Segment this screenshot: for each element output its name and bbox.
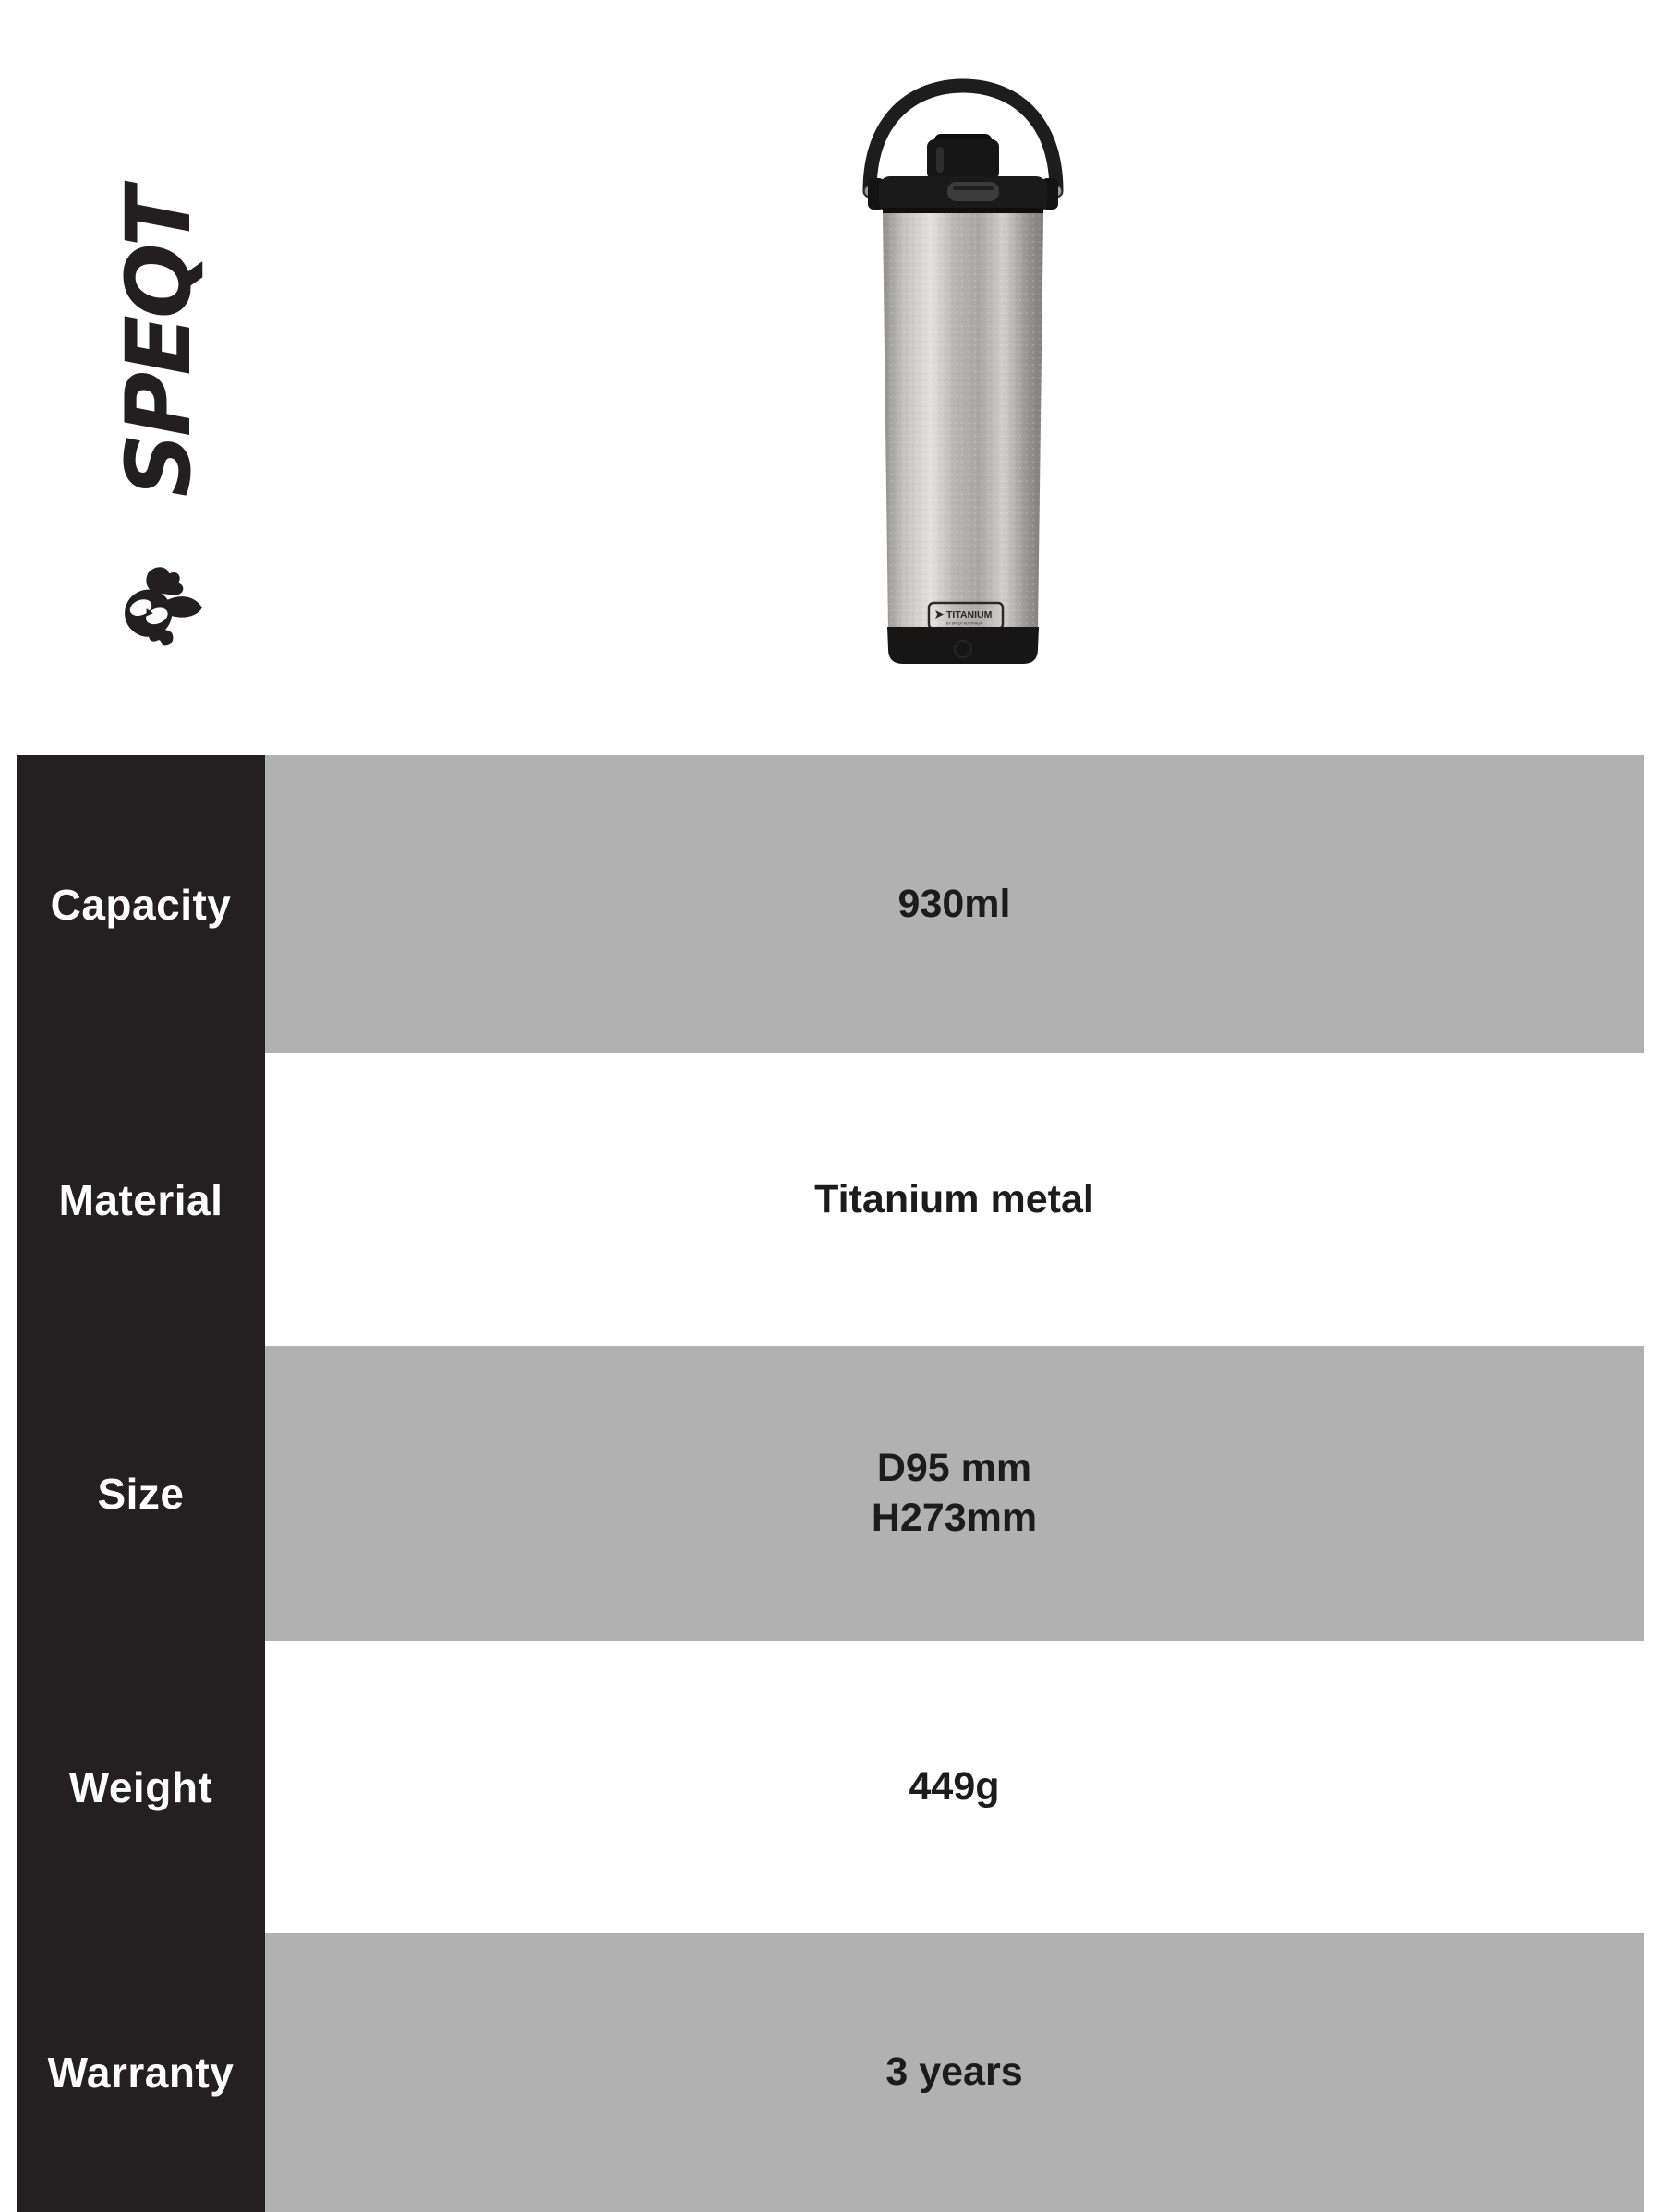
bottle-lid <box>868 176 1058 214</box>
spec-value-line: H273mm <box>871 1495 1038 1540</box>
spec-value-material <box>265 1053 1644 1346</box>
badge-title: TITANIUM <box>946 609 993 620</box>
spec-value-line: 3 years <box>885 2050 1023 2095</box>
spec-label-size: Size <box>17 1346 265 1641</box>
spec-label-warranty: Warranty <box>17 1933 265 2212</box>
spec-value-line: D95 mm <box>876 1445 1032 1490</box>
badge-subtitle: BY SPEQT AUSTRALIA <box>946 621 982 626</box>
bird-mascot-icon <box>120 561 205 646</box>
spec-value-line: Titanium metal <box>814 1176 1094 1221</box>
spec-value-size <box>265 1346 1644 1641</box>
bottle-base <box>887 627 1039 664</box>
bottle-body <box>883 213 1043 631</box>
spec-value-line: 449g <box>909 1763 1000 1809</box>
titanium-badge <box>929 603 1003 629</box>
spec-label-capacity: Capacity <box>17 755 265 1053</box>
spec-row-size <box>17 1346 1644 1641</box>
product-photo-titanium-tumbler <box>857 78 1069 674</box>
speqt-logo-text: SPEQT <box>107 189 211 498</box>
spec-row-capacity <box>17 755 1644 1053</box>
spec-value-warranty <box>265 1933 1644 2212</box>
bottle-spout-cap <box>927 134 999 180</box>
spec-row-warranty <box>17 1933 1644 2212</box>
spec-table <box>17 755 1644 2212</box>
spec-value-line: 930ml <box>897 881 1011 926</box>
spec-row-weight <box>17 1641 1644 1933</box>
spec-value-capacity <box>265 755 1644 1053</box>
spec-value-weight <box>265 1641 1644 1933</box>
spec-label-weight: Weight <box>17 1641 265 1933</box>
spec-label-material: Material <box>17 1053 265 1346</box>
lid-latch-button <box>947 182 999 201</box>
spec-row-material <box>17 1053 1644 1346</box>
brand-logo <box>107 128 211 559</box>
